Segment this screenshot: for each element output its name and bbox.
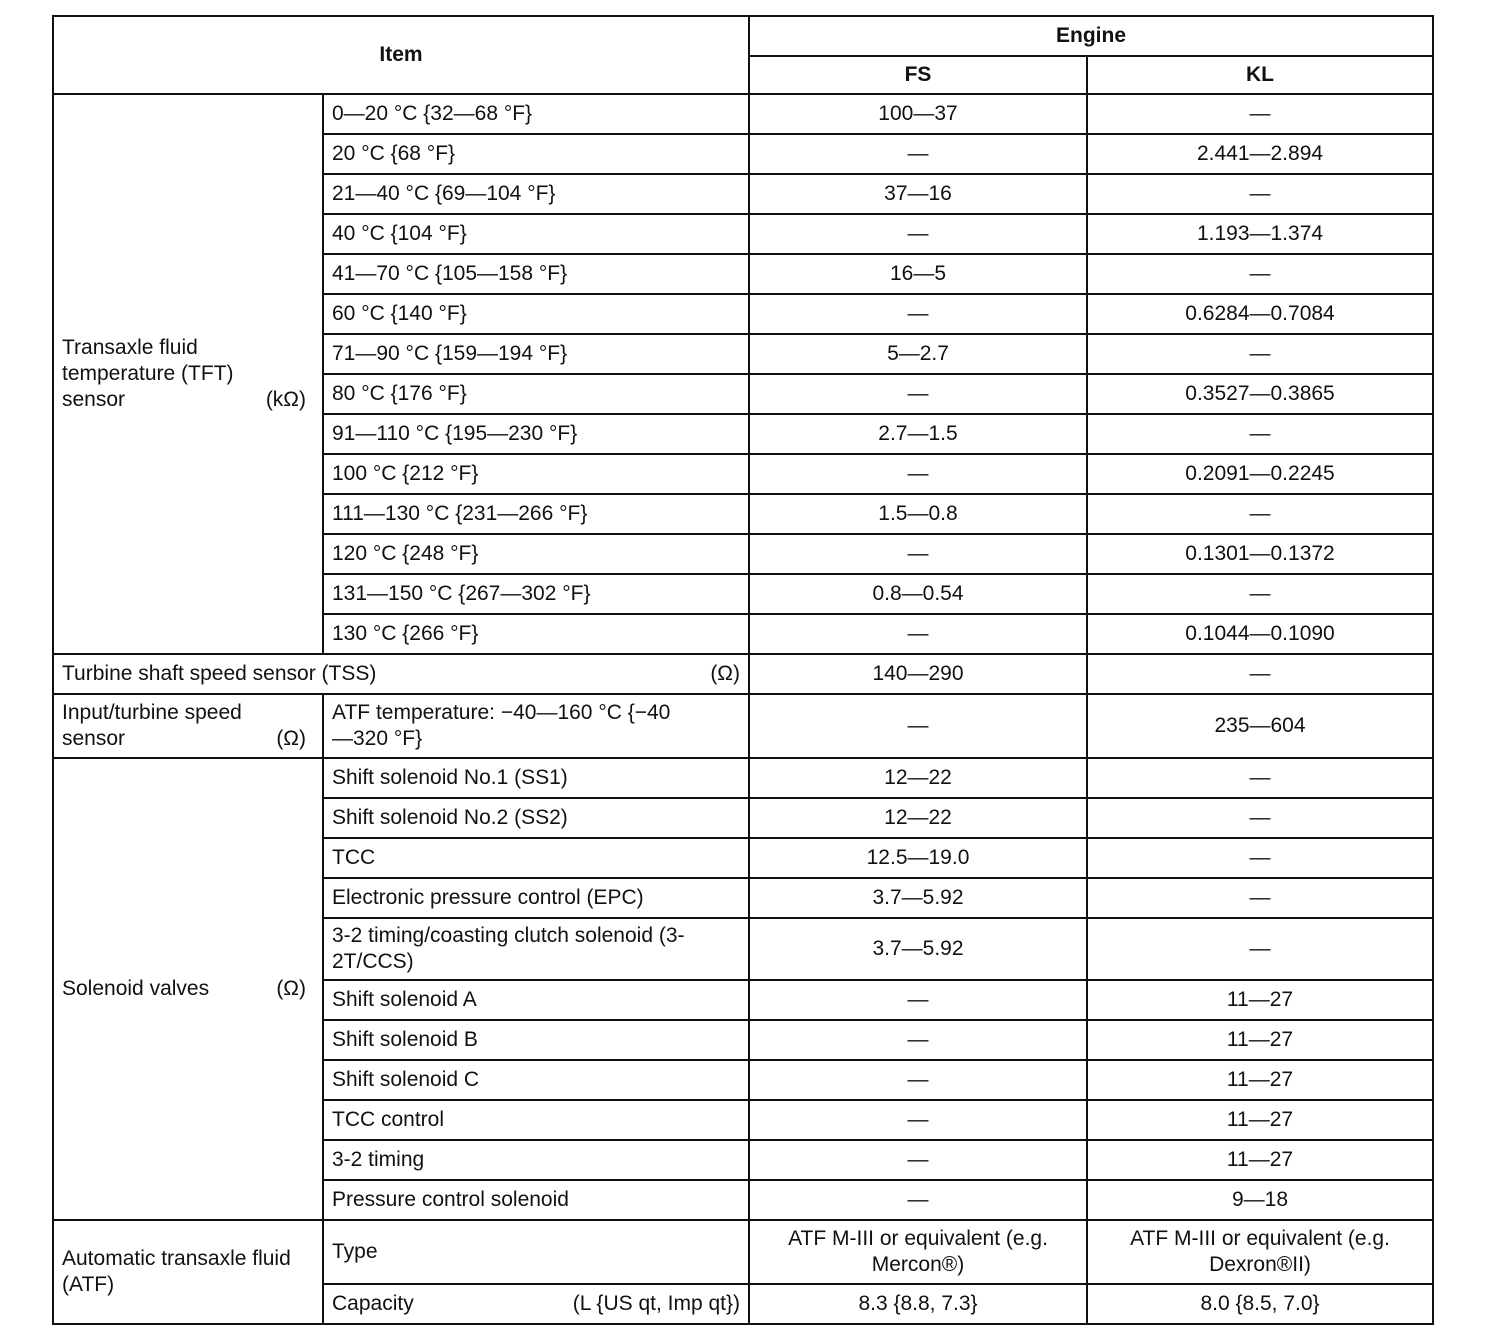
table-row <box>53 654 1433 694</box>
condition-cell: 80 °C {176 °F} <box>323 374 749 414</box>
atf-capacity-label: Capacity <box>332 1292 414 1315</box>
input-speed-sensor-unit: (Ω) <box>276 727 306 750</box>
fs-value: 16—5 <box>749 254 1087 294</box>
table-row <box>53 758 1433 798</box>
kl-value: — <box>1087 878 1433 918</box>
solenoid-name: TCC control <box>323 1100 749 1140</box>
fs-value: 100—37 <box>749 94 1087 134</box>
atf-capacity <box>323 1284 749 1324</box>
kl-value: — <box>1087 758 1433 798</box>
tss-unit: (Ω) <box>710 662 740 685</box>
fs-value: — <box>749 454 1087 494</box>
kl-value: — <box>1087 494 1433 534</box>
kl-value: 235—604 <box>1087 694 1433 758</box>
tft-sensor <box>53 94 323 654</box>
condition-cell: ATF temperature: −40—160 °C {−40—320 °F} <box>323 694 749 758</box>
kl-value: ATF M-III or equivalent (e.g. Dexron®II) <box>1087 1220 1433 1284</box>
condition-cell: 111—130 °C {231—266 °F} <box>323 494 749 534</box>
fs-value: 37—16 <box>749 174 1087 214</box>
condition-cell: 131—150 °C {267—302 °F} <box>323 574 749 614</box>
fs-value: 140—290 <box>749 654 1087 694</box>
fs-value: — <box>749 374 1087 414</box>
fs-value: ATF M-III or equivalent (e.g. Mercon®) <box>749 1220 1087 1284</box>
solenoid-name: Shift solenoid No.2 (SS2) <box>323 798 749 838</box>
fs-value: 2.7—1.5 <box>749 414 1087 454</box>
kl-value: — <box>1087 574 1433 614</box>
kl-value: 8.0 {8.5, 7.0} <box>1087 1284 1433 1324</box>
solenoid-name: Pressure control solenoid <box>323 1180 749 1220</box>
kl-value: 1.193—1.374 <box>1087 214 1433 254</box>
fs-value: — <box>749 1060 1087 1100</box>
condition-cell: 21—40 °C {69—104 °F} <box>323 174 749 214</box>
kl-value: — <box>1087 918 1433 980</box>
kl-value: — <box>1087 334 1433 374</box>
kl-value: — <box>1087 254 1433 294</box>
fs-value: — <box>749 1180 1087 1220</box>
kl-value: — <box>1087 798 1433 838</box>
condition-cell: 130 °C {266 °F} <box>323 614 749 654</box>
solenoid-name: Shift solenoid No.1 (SS1) <box>323 758 749 798</box>
table-row <box>53 694 1433 758</box>
fs-value: 12—22 <box>749 758 1087 798</box>
tft-sensor-label: Transaxle fluid temperature (TFT) sensor <box>62 336 234 411</box>
fs-value: 12—22 <box>749 798 1087 838</box>
fs-value: 12.5—19.0 <box>749 838 1087 878</box>
fs-value: 3.7—5.92 <box>749 878 1087 918</box>
fs-value: — <box>749 534 1087 574</box>
condition-cell: 71—90 °C {159—194 °F} <box>323 334 749 374</box>
table-row <box>53 1220 1433 1284</box>
kl-value: 0.2091—0.2245 <box>1087 454 1433 494</box>
condition-cell: 0—20 °C {32—68 °F} <box>323 94 749 134</box>
condition-cell: 60 °C {140 °F} <box>323 294 749 334</box>
kl-value: 0.3527—0.3865 <box>1087 374 1433 414</box>
kl-value: 11—27 <box>1087 1140 1433 1180</box>
condition-cell: 91—110 °C {195—230 °F} <box>323 414 749 454</box>
header-item: Item <box>53 16 749 94</box>
spec-table <box>52 15 1434 1325</box>
kl-value: 0.1301—0.1372 <box>1087 534 1433 574</box>
condition-cell: 120 °C {248 °F} <box>323 534 749 574</box>
fs-value: — <box>749 694 1087 758</box>
solenoid-valves-unit: (Ω) <box>276 977 306 1000</box>
solenoid-name: 3-2 timing <box>323 1140 749 1180</box>
kl-value: — <box>1087 838 1433 878</box>
fs-value: — <box>749 134 1087 174</box>
header-kl: KL <box>1087 56 1433 94</box>
kl-value: — <box>1087 174 1433 214</box>
kl-value: — <box>1087 654 1433 694</box>
fs-value: — <box>749 1020 1087 1060</box>
atf-label: Automatic transaxle fluid (ATF) <box>53 1220 323 1324</box>
solenoid-valves-label: Solenoid valves <box>62 977 210 1000</box>
condition-cell: 41—70 °C {105—158 °F} <box>323 254 749 294</box>
fs-value: — <box>749 980 1087 1020</box>
atf-type-label: Type <box>323 1220 749 1284</box>
solenoid-name: Shift solenoid C <box>323 1060 749 1100</box>
fs-value: 8.3 {8.8, 7.3} <box>749 1284 1087 1324</box>
table-row <box>53 94 1433 134</box>
input-speed-sensor-label: Input/turbine speed sensor <box>62 701 242 750</box>
fs-value: — <box>749 614 1087 654</box>
fs-value: — <box>749 1140 1087 1180</box>
kl-value: 2.441—2.894 <box>1087 134 1433 174</box>
header-fs: FS <box>749 56 1087 94</box>
fs-value: 5—2.7 <box>749 334 1087 374</box>
kl-value: 9—18 <box>1087 1180 1433 1220</box>
condition-cell: 20 °C {68 °F} <box>323 134 749 174</box>
condition-cell: 100 °C {212 °F} <box>323 454 749 494</box>
kl-value: — <box>1087 94 1433 134</box>
kl-value: 0.6284—0.7084 <box>1087 294 1433 334</box>
kl-value: 0.1044—0.1090 <box>1087 614 1433 654</box>
fs-value: 1.5—0.8 <box>749 494 1087 534</box>
input-speed-sensor <box>53 694 323 758</box>
tss-label: Turbine shaft speed sensor (TSS) <box>62 662 377 685</box>
table-body <box>53 94 1433 1324</box>
fs-value: — <box>749 214 1087 254</box>
fs-value: — <box>749 1100 1087 1140</box>
solenoid-name: TCC <box>323 838 749 878</box>
solenoid-name: Shift solenoid B <box>323 1020 749 1060</box>
kl-value: 11—27 <box>1087 980 1433 1020</box>
kl-value: 11—27 <box>1087 1020 1433 1060</box>
header-engine: Engine <box>749 16 1433 56</box>
kl-value: — <box>1087 414 1433 454</box>
solenoid-name: 3-2 timing/coasting clutch solenoid (3-2T/CCS) <box>323 918 749 980</box>
solenoid-name: Electronic pressure control (EPC) <box>323 878 749 918</box>
tft-sensor-unit: (kΩ) <box>265 388 306 411</box>
atf-capacity-unit: (L {US qt, Imp qt}) <box>572 1292 740 1315</box>
solenoid-name: Shift solenoid A <box>323 980 749 1020</box>
fs-value: 0.8—0.54 <box>749 574 1087 614</box>
condition-cell: 40 °C {104 °F} <box>323 214 749 254</box>
kl-value: 11—27 <box>1087 1100 1433 1140</box>
fs-value: — <box>749 294 1087 334</box>
fs-value: 3.7—5.92 <box>749 918 1087 980</box>
solenoid-valves <box>53 758 323 1220</box>
tss-sensor <box>53 654 749 694</box>
kl-value: 11—27 <box>1087 1060 1433 1100</box>
